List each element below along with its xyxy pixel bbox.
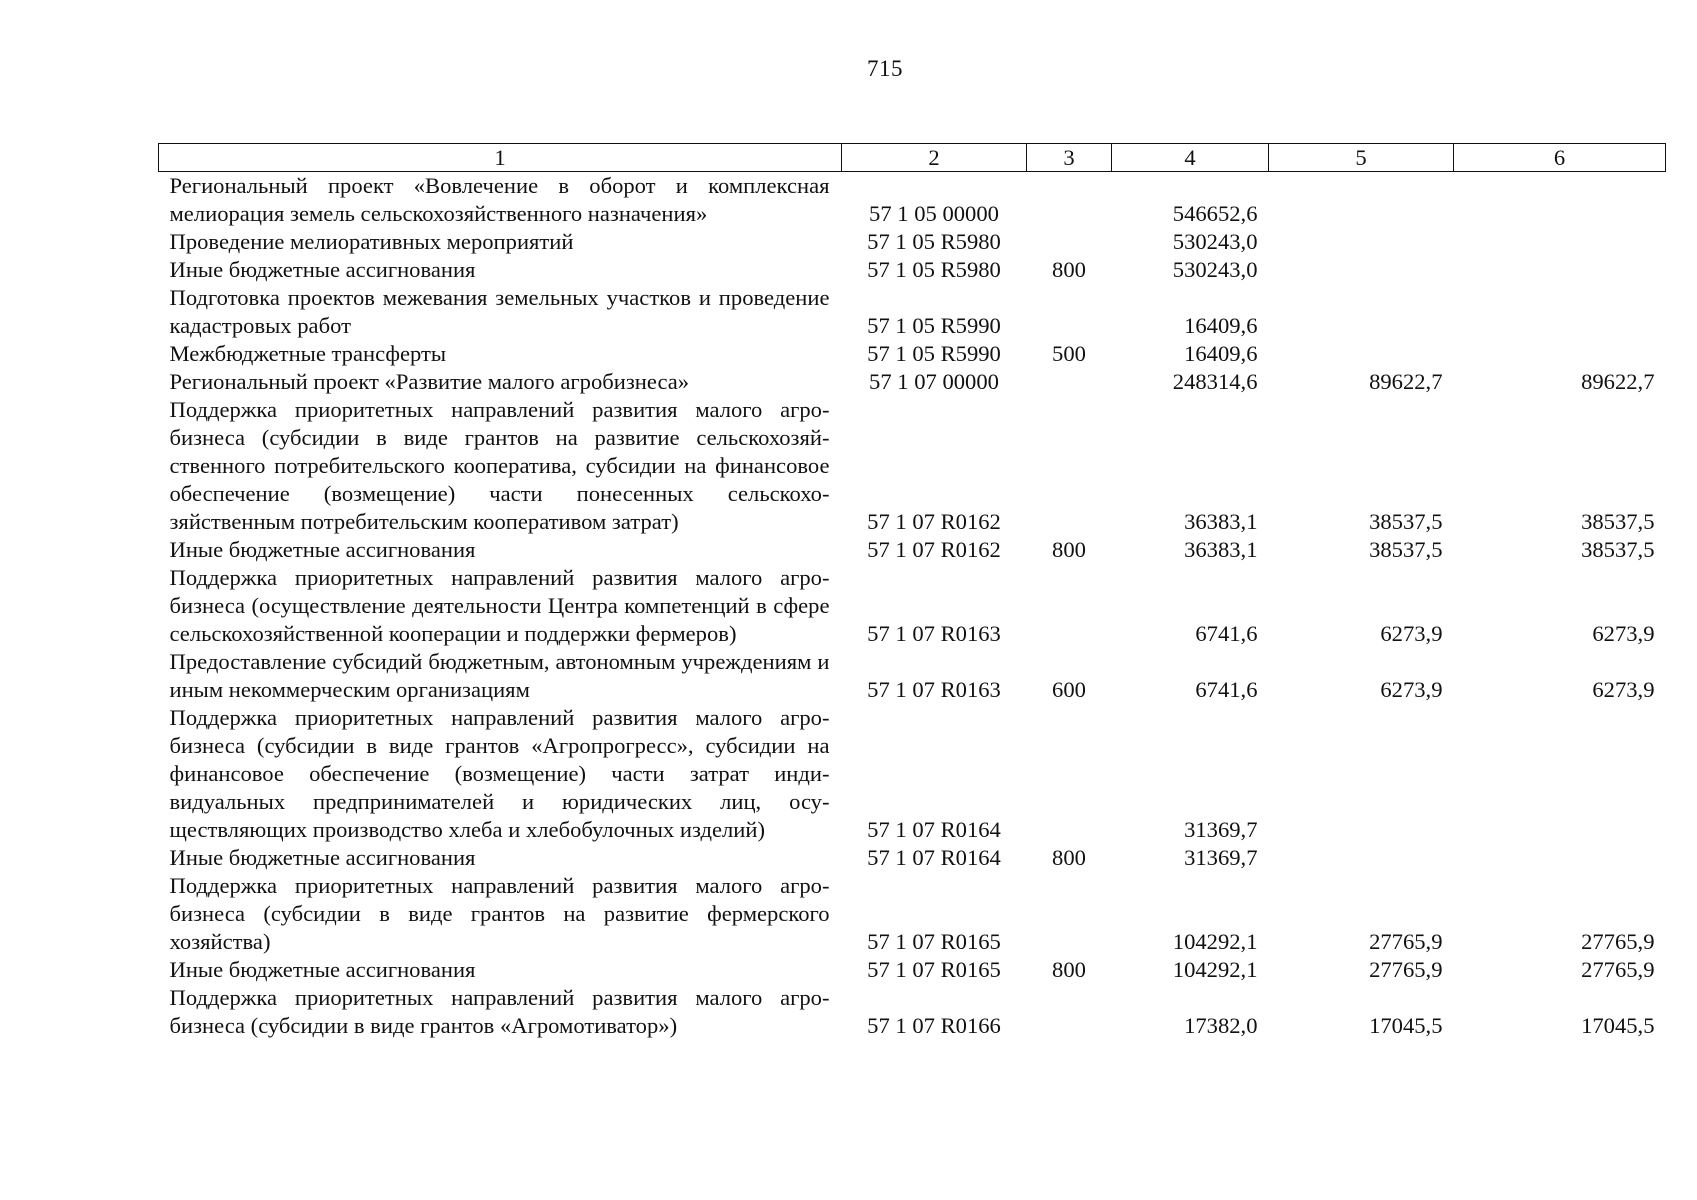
row-target-code: 57 1 07 R0164 xyxy=(867,845,1001,870)
row-amount-col4: 104292,1 xyxy=(1172,957,1258,982)
row-expense-type: 800 xyxy=(1052,257,1086,282)
row-target-code: 57 1 05 00000 xyxy=(869,201,999,226)
row-amount-col4: 546652,6 xyxy=(1172,201,1258,226)
header-cell-2: 2 xyxy=(842,144,1027,172)
row-target-code: 57 1 05 R5990 xyxy=(867,341,1001,366)
row-amount-col5 xyxy=(1269,704,1454,844)
row-expense-type xyxy=(1027,564,1112,648)
table-row xyxy=(159,956,1666,984)
row-amount-col5 xyxy=(1269,284,1454,340)
row-amount-col6: 89622,7 xyxy=(1581,369,1655,394)
row-name: Поддержка приоритетных направлений развития малого агробизнеса (субсидии в виде грантов «Агромотиватор») xyxy=(169,985,830,1038)
row-target-code: 57 1 05 R5980 xyxy=(867,229,1001,254)
row-amount-col4: 530243,0 xyxy=(1172,229,1258,254)
row-expense-type: 800 xyxy=(1052,537,1086,562)
row-name: Поддержка приоритетных направлений развития малого агробизнеса (субсидии в виде грантов «Агропрогресс», субсидии на финансовое обеспечение (возмещение) части затрат индивидуальных предпринимателей и юридических лиц, осуществляющих производство хлеба и хлебобулочных изделий) xyxy=(169,705,830,842)
table-row xyxy=(159,704,1666,844)
row-name: Межбюджетные трансферты xyxy=(169,341,447,366)
header-cell-5: 5 xyxy=(1269,144,1454,172)
row-expense-type: 800 xyxy=(1052,957,1086,982)
row-amount-col6: 17045,5 xyxy=(1581,1013,1655,1038)
row-expense-type xyxy=(1027,368,1112,396)
header-cell-1: 1 xyxy=(159,144,842,172)
row-expense-type: 800 xyxy=(1052,845,1086,870)
row-name: Иные бюджетные ассигнования xyxy=(169,957,476,982)
table-row xyxy=(159,172,1666,229)
row-amount-col6 xyxy=(1454,228,1666,256)
header-cell-6: 6 xyxy=(1454,144,1666,172)
row-target-code: 57 1 07 R0162 xyxy=(867,537,1001,562)
table-row xyxy=(159,256,1666,284)
row-amount-col6: 38537,5 xyxy=(1581,509,1655,534)
table-body xyxy=(159,172,1666,1041)
row-name: Поддержка приоритетных направлений развития малого агробизнеса (субсидии в виде грантов на развитие фермерского хозяйства) xyxy=(169,873,830,954)
row-target-code: 57 1 07 00000 xyxy=(869,369,999,394)
row-name: Подготовка проектов межевания земельных участков и проведение кадастровых работ xyxy=(169,285,830,338)
row-amount-col5 xyxy=(1269,172,1454,229)
row-amount-col5: 89622,7 xyxy=(1369,369,1443,394)
row-target-code: 57 1 05 R5990 xyxy=(867,313,1001,338)
row-amount-col5: 38537,5 xyxy=(1369,509,1443,534)
row-amount-col6: 27765,9 xyxy=(1581,929,1655,954)
row-expense-type xyxy=(1027,984,1112,1040)
table-row xyxy=(159,340,1666,368)
row-expense-type: 500 xyxy=(1052,341,1086,366)
row-name: Поддержка приоритетных направлений развития малого агробизнеса (субсидии в виде грантов на развитие сельскохозяйственного потребительского кооператива, субсидии на финансовое обеспечение (возмещение) части понесенных сельскохозяйственным потребительским кооперативом затрат) xyxy=(169,397,830,534)
row-name: Региональный проект «Вовлечение в оборот и комплексная мелиорация земель сельскохозяйственного назначения» xyxy=(169,173,830,226)
row-name: Предоставление субсидий бюджетным, автономным учреждениям и иным некоммерческим организациям xyxy=(169,649,830,702)
row-amount-col6 xyxy=(1454,340,1666,368)
row-amount-col6: 6273,9 xyxy=(1592,621,1655,646)
table-row xyxy=(159,648,1666,704)
row-target-code: 57 1 07 R0165 xyxy=(867,957,1001,982)
row-amount-col5 xyxy=(1269,228,1454,256)
row-target-code: 57 1 07 R0164 xyxy=(867,817,1001,842)
row-amount-col5 xyxy=(1269,256,1454,284)
row-amount-col6 xyxy=(1454,256,1666,284)
row-name: Иные бюджетные ассигнования xyxy=(169,537,476,562)
table-row xyxy=(159,368,1666,396)
row-target-code: 57 1 07 R0162 xyxy=(867,509,1001,534)
row-name: Поддержка приоритетных направлений развития малого агробизнеса (осуществление деятельности Центра компетенций в сфере сельскохозяйственной кооперации и поддержки фермеров) xyxy=(169,565,830,646)
table-row xyxy=(159,872,1666,956)
table-row xyxy=(159,984,1666,1040)
row-name: Иные бюджетные ассигнования xyxy=(169,845,476,870)
row-amount-col6: 38537,5 xyxy=(1581,537,1655,562)
row-amount-col6 xyxy=(1454,704,1666,844)
row-amount-col6: 27765,9 xyxy=(1581,957,1655,982)
row-amount-col4: 16409,6 xyxy=(1184,313,1258,338)
row-name: Региональный проект «Развитие малого агробизнеса» xyxy=(169,369,690,394)
row-target-code: 57 1 07 R0163 xyxy=(867,677,1001,702)
table-row xyxy=(159,228,1666,256)
row-expense-type xyxy=(1027,228,1112,256)
row-amount-col4: 16409,6 xyxy=(1184,341,1258,366)
table-row xyxy=(159,284,1666,340)
row-amount-col4: 36383,1 xyxy=(1184,509,1258,534)
row-amount-col5 xyxy=(1269,844,1454,872)
row-amount-col4: 248314,6 xyxy=(1172,369,1258,394)
row-amount-col4: 104292,1 xyxy=(1172,929,1258,954)
row-target-code: 57 1 07 R0166 xyxy=(867,1013,1001,1038)
row-amount-col4: 6741,6 xyxy=(1195,621,1258,646)
row-amount-col4: 31369,7 xyxy=(1184,817,1258,842)
header-cell-3: 3 xyxy=(1027,144,1112,172)
page-number: 715 xyxy=(867,56,903,81)
row-amount-col6 xyxy=(1454,284,1666,340)
row-amount-col6 xyxy=(1454,844,1666,872)
row-expense-type xyxy=(1027,396,1112,536)
row-amount-col5: 17045,5 xyxy=(1369,1013,1443,1038)
row-expense-type xyxy=(1027,704,1112,844)
budget-table xyxy=(158,143,1666,1040)
row-amount-col6: 6273,9 xyxy=(1592,677,1655,702)
row-amount-col5: 27765,9 xyxy=(1369,929,1443,954)
table-row xyxy=(159,564,1666,648)
row-amount-col4: 17382,0 xyxy=(1184,1013,1258,1038)
table-row xyxy=(159,844,1666,872)
row-amount-col5: 6273,9 xyxy=(1380,677,1443,702)
row-expense-type xyxy=(1027,284,1112,340)
row-amount-col5 xyxy=(1269,340,1454,368)
header-cell-4: 4 xyxy=(1112,144,1269,172)
row-amount-col4: 36383,1 xyxy=(1184,537,1258,562)
row-amount-col5: 38537,5 xyxy=(1369,537,1443,562)
row-amount-col5: 27765,9 xyxy=(1369,957,1443,982)
row-amount-col5: 6273,9 xyxy=(1380,621,1443,646)
row-amount-col4: 530243,0 xyxy=(1172,257,1258,282)
row-amount-col4: 6741,6 xyxy=(1195,677,1258,702)
row-target-code: 57 1 07 R0163 xyxy=(867,621,1001,646)
row-expense-type xyxy=(1027,872,1112,956)
table-row xyxy=(159,536,1666,564)
row-target-code: 57 1 07 R0165 xyxy=(867,929,1001,954)
row-amount-col6 xyxy=(1454,172,1666,229)
header-row xyxy=(159,144,1666,172)
row-name: Проведение мелиоративных мероприятий xyxy=(169,229,574,254)
table-row xyxy=(159,396,1666,536)
row-name: Иные бюджетные ассигнования xyxy=(169,257,476,282)
row-expense-type: 600 xyxy=(1052,677,1086,702)
row-expense-type xyxy=(1027,172,1112,229)
row-amount-col4: 31369,7 xyxy=(1184,845,1258,870)
row-target-code: 57 1 05 R5980 xyxy=(867,257,1001,282)
